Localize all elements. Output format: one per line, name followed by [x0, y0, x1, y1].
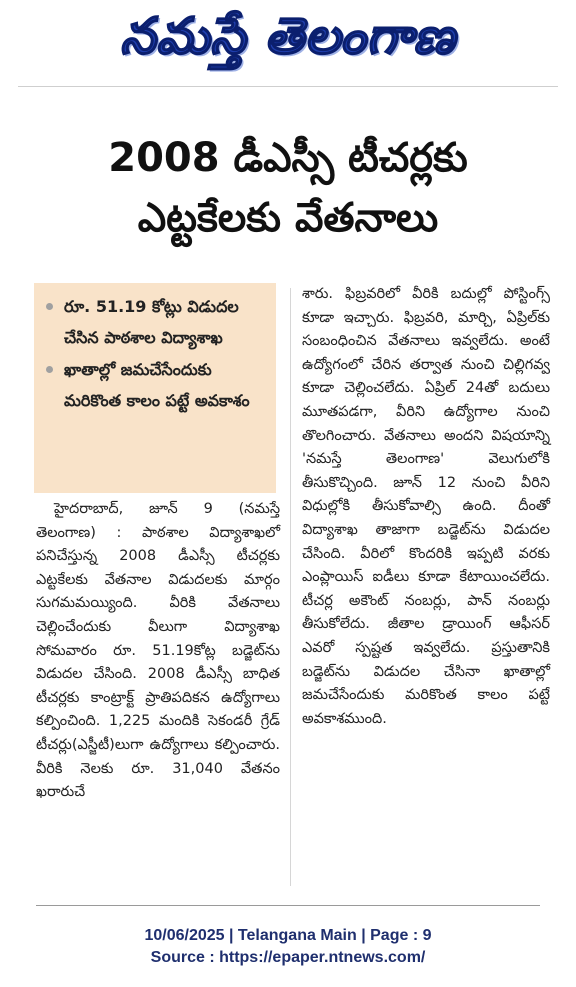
- headline-line-1: 2008 డీఎస్సీ టీచర్లకు: [108, 135, 468, 181]
- newspaper-masthead: [0, 2, 576, 82]
- article-column-left: హైదరాబాద్, జూన్ 9 (నమస్తే తెలంగాణ) : పాఠశాల విద్యాశాఖలో పనిచేస్తున్న 2008 డీఎస్సీ టీచర్లకు ఎట్టకేలకు వేతనాల విడుదలకు మార్గం సుగమమయ్యింది. వీరికి వేతనాలు చెల్లించేందుకు వీలుగా విద్యాశాఖ సోమవారం రూ. 51.19కోట్ల బడ్జెట్‌ను విడుదల చేసింది. 2008 డీఎస్సీ బాధిత టీచర్లకు కాంట్రాక్ట్ ప్రాతిపదికన ఉద్యోగాలు కల్పించింది. 1,225 మందికి సెకండరీ గ్రేడ్ టీచర్లు(ఎస్జీటీ)లుగా ఉద్యోగాలు కల్పించారు. వీరికి నెలకు రూ. 31,040 వేతనం ఖరారుచే: [36, 501, 280, 801]
- masthead-title: నమస్తే తెలంగాణ: [120, 6, 456, 65]
- highlights-list: [44, 291, 270, 416]
- page-footer: [0, 925, 576, 969]
- headline-line-2: ఎట్టకేలకు వేతనాలు: [137, 195, 439, 241]
- column-divider: [290, 288, 291, 886]
- footer-source: Source : https://epaper.ntnews.com/: [150, 949, 426, 966]
- highlight-item: ఖాతాల్లో జమచేసేందుకు మరికొంత కాలం పట్టే అవకాశం: [44, 354, 270, 416]
- article-column-right: శారు. ఫిబ్రవరిలో వీరికి బదుల్లో పోస్టింగ్స్ కూడా ఇచ్చారు. ఫిబ్రవరి, మార్చి, ఏప్రిల్‌కు సంబంధించిన వేతనాలు ఇవ్వలేదు. అంటే ఉద్యోగంలో చేరిన తర్వాత నుంచి చిల్లిగవ్వ కూడా చెల్లించలేదు. ఏప్రిల్ 24తో బదులు మూతపడగా, వీరిని ఉద్యోగాల నుంచి తొలగించారు. వేతనాలు అందని విషయాన్ని 'నమస్తే తెలంగాణ' వెలుగులోకి తీసుకొచ్చింది. జూన్ 12 నుంచి వీరిని విధుల్లోకి తీసుకోవాల్సి ఉంది. దీంతో విద్యాశాఖ తాజాగా బడ్జెట్‌ను విడుదల చేసింది. వీరిలో కొందరికి ఇప్పటి వరకు ఎంప్లాయిస్ ఐడీలు కూడా కేటాయించలేదు. టీచర్ల అకౌంట్ నంబర్లు, పాన్ నంబర్లు తీసుకోలేదు. జీతాల డ్రాయింగ్ ఆఫీసర్ ఎవరో స్పష్టత ఇవ్వలేదు. ప్రస్తుతానికి బడ్జెట్‌ను విడుదల చేసినా ఖాతాల్లో జమచేసేందుకు మరికొంత కాలం పట్టే అవకాశముంది.: [302, 286, 550, 727]
- highlight-item: రూ. 51.19 కోట్లు విడుదల చేసిన పాఠశాల విద్యాశాఖ: [44, 291, 270, 353]
- footer-divider: [36, 905, 540, 906]
- highlights-box: [34, 283, 276, 493]
- footer-edition-info: 10/06/2025 | Telangana Main | Page : 9: [144, 927, 432, 944]
- masthead-divider: [18, 86, 558, 87]
- article-headline: [20, 128, 556, 248]
